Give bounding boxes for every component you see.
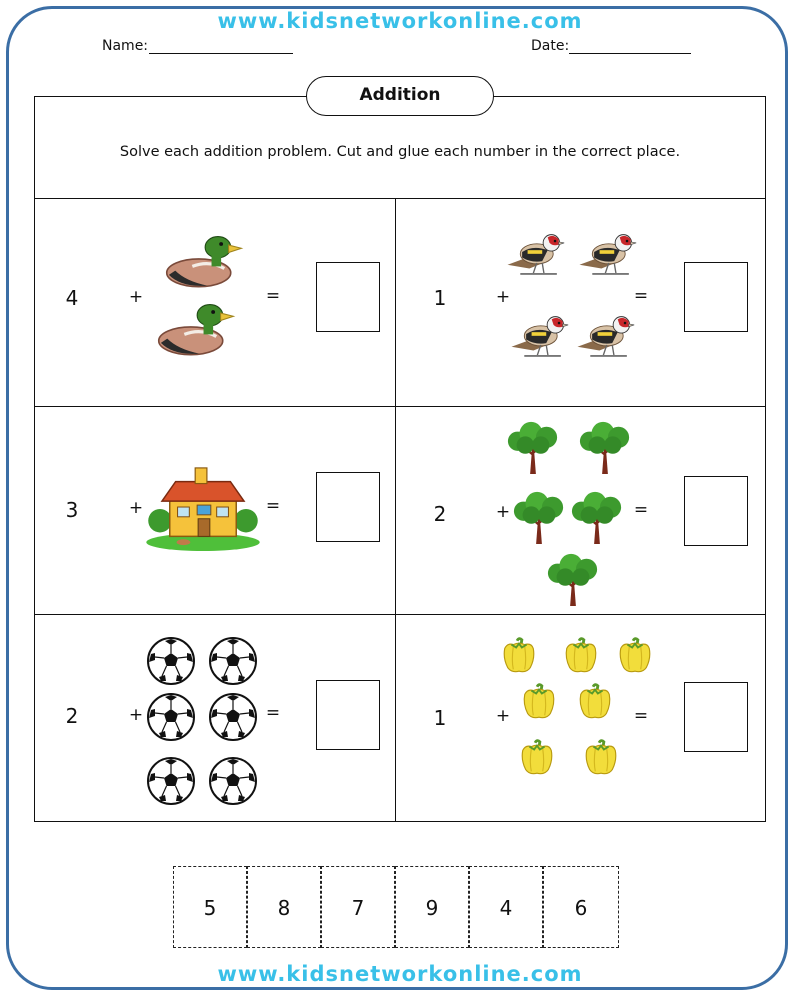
date-field-line[interactable] [569, 53, 691, 54]
house-icon [144, 464, 262, 552]
yellow-pepper-icon [582, 738, 620, 778]
grid-divider [34, 614, 766, 615]
tree-icon [544, 552, 602, 606]
equals-sign: = [633, 286, 649, 306]
soccer-ball-icon [146, 756, 196, 806]
site-url-footer: www.kidsnetworkonline.com [217, 962, 583, 986]
worksheet-title: Addition [306, 76, 494, 116]
problem-number: 4 [65, 286, 79, 310]
cutout-number[interactable]: 4 [469, 866, 543, 948]
equals-sign: = [265, 703, 281, 723]
yellow-pepper-icon [576, 682, 614, 722]
tree-icon [568, 490, 626, 544]
yellow-pepper-icon [616, 636, 654, 676]
cutout-number[interactable]: 7 [321, 866, 395, 948]
equals-sign: = [265, 286, 281, 306]
equals-sign: = [265, 496, 281, 516]
goldfinch-bird-icon [502, 224, 566, 280]
worksheet-box [34, 96, 766, 822]
problem-number: 2 [65, 704, 79, 728]
tree-icon [504, 420, 562, 474]
date-label: Date: [531, 38, 570, 54]
answer-box[interactable] [684, 262, 748, 332]
cutout-number[interactable]: 6 [543, 866, 619, 948]
answer-box[interactable] [684, 682, 748, 752]
goldfinch-bird-icon [506, 306, 570, 362]
plus-sign: + [128, 705, 144, 725]
name-field-line[interactable] [149, 53, 293, 54]
soccer-ball-icon [146, 636, 196, 686]
duck-icon [160, 228, 246, 292]
grid-divider [34, 198, 766, 199]
plus-sign: + [128, 498, 144, 518]
answer-box[interactable] [316, 680, 380, 750]
problem-number: 1 [433, 286, 447, 310]
problem-number: 1 [433, 706, 447, 730]
soccer-ball-icon [146, 692, 196, 742]
yellow-pepper-icon [562, 636, 600, 676]
yellow-pepper-icon [500, 636, 538, 676]
grid-divider [34, 406, 766, 407]
plus-sign: + [495, 706, 511, 726]
soccer-ball-icon [208, 756, 258, 806]
tree-icon [510, 490, 568, 544]
instructions: Solve each addition problem. Cut and glue each number in the correct place. [119, 144, 681, 160]
goldfinch-bird-icon [572, 306, 636, 362]
problem-number: 2 [433, 502, 447, 526]
duck-icon [152, 296, 238, 360]
answer-box[interactable] [684, 476, 748, 546]
plus-sign: + [128, 287, 144, 307]
answer-box[interactable] [316, 262, 380, 332]
goldfinch-bird-icon [574, 224, 638, 280]
problem-number: 3 [65, 498, 79, 522]
soccer-ball-icon [208, 692, 258, 742]
tree-icon [576, 420, 634, 474]
name-label: Name: [102, 38, 149, 54]
grid-divider [395, 198, 396, 822]
cutout-number[interactable]: 9 [395, 866, 469, 948]
equals-sign: = [633, 500, 649, 520]
cutout-number[interactable]: 8 [247, 866, 321, 948]
plus-sign: + [495, 502, 511, 522]
yellow-pepper-icon [520, 682, 558, 722]
yellow-pepper-icon [518, 738, 556, 778]
equals-sign: = [633, 706, 649, 726]
site-url-header: www.kidsnetworkonline.com [217, 9, 583, 33]
plus-sign: + [495, 287, 511, 307]
soccer-ball-icon [208, 636, 258, 686]
answer-box[interactable] [316, 472, 380, 542]
cutout-number[interactable]: 5 [173, 866, 247, 948]
cutout-numbers [173, 866, 619, 948]
